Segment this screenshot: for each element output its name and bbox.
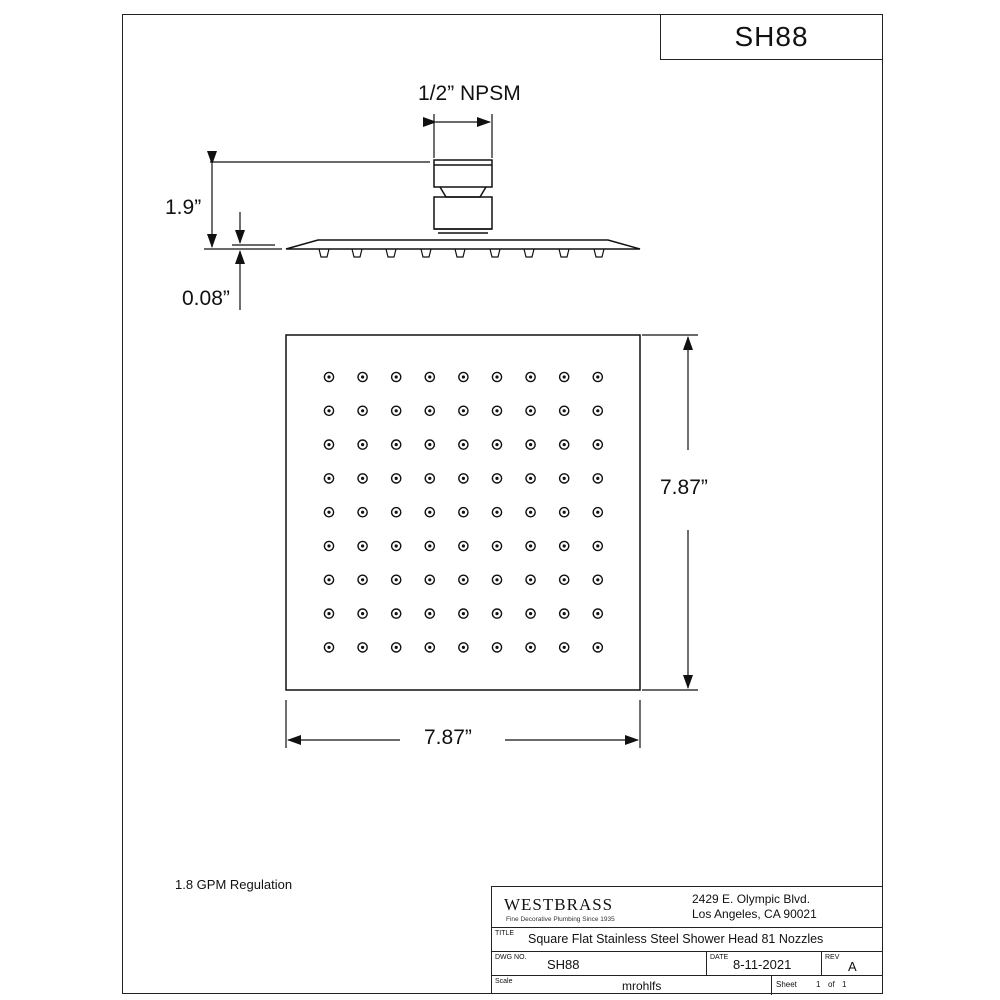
nozzle-hole (596, 511, 599, 514)
vertical-side-dimension (642, 335, 698, 690)
nozzle-hole (361, 646, 364, 649)
nozzle-hole (596, 477, 599, 480)
nozzle-hole (563, 612, 566, 615)
rev-label: REV (825, 954, 840, 961)
shower-plate-profile (286, 240, 640, 249)
scale-label: Scale (495, 978, 513, 985)
nozzle-hole (428, 612, 431, 615)
company-logo: WESTBRASS (504, 895, 614, 914)
nozzle-hole (327, 646, 330, 649)
nozzle-hole (563, 443, 566, 446)
nozzle-hole (495, 612, 498, 615)
nozzle-grid (324, 372, 602, 652)
nozzle-hole (462, 612, 465, 615)
nozzle-hole (395, 578, 398, 581)
dwg-row (492, 952, 883, 976)
nozzle-hole (596, 646, 599, 649)
date-label: DATE (710, 954, 729, 961)
nozzle-hole (395, 612, 398, 615)
height-label: 1.9” (165, 196, 202, 219)
pipe-connector (434, 160, 492, 187)
nozzle-hole (462, 544, 465, 547)
nozzle-hole (495, 409, 498, 412)
nozzle-hole (563, 409, 566, 412)
address-line-1: 2429 E. Olympic Blvd. (692, 892, 811, 906)
nozzle-hole (495, 375, 498, 378)
nozzle-hole (596, 612, 599, 615)
nozzle-hole (495, 511, 498, 514)
nozzle-hole (327, 544, 330, 547)
nozzle-hole (361, 612, 364, 615)
nozzle-hole (428, 375, 431, 378)
nozzle-hole (462, 477, 465, 480)
nozzle-hole (361, 409, 364, 412)
nozzle-hole (529, 544, 532, 547)
of-label: of (828, 980, 835, 989)
scale-cell (492, 976, 772, 995)
nozzle-hole (462, 443, 465, 446)
sheet-number: 1 (816, 980, 821, 989)
connector-neck (440, 187, 486, 197)
nozzle-hole (495, 443, 498, 446)
nozzle-hole (596, 409, 599, 412)
sheet-cell (772, 976, 884, 995)
nozzle-hole (327, 409, 330, 412)
nozzle-hole (563, 375, 566, 378)
nozzle-hole (327, 477, 330, 480)
nozzle-hole (361, 511, 364, 514)
title-block-header (492, 887, 883, 928)
scale-row (492, 976, 883, 995)
nozzle-hole (327, 612, 330, 615)
height-dimension (204, 162, 430, 249)
nozzle-hole (327, 443, 330, 446)
nozzle-hole (529, 375, 532, 378)
nozzle-hole (428, 511, 431, 514)
title-row (492, 928, 883, 952)
nozzle-hole (529, 511, 532, 514)
side-view (286, 160, 640, 257)
nozzle-hole (529, 612, 532, 615)
nozzle-hole (395, 375, 398, 378)
nozzle-hole (361, 578, 364, 581)
nozzle-hole (596, 375, 599, 378)
npsm-dimension (434, 114, 492, 158)
nozzle-hole (327, 511, 330, 514)
nozzle-hole (563, 646, 566, 649)
drawing-date: 8-11-2021 (733, 957, 792, 972)
nozzle-hole (462, 646, 465, 649)
drawing-title: Square Flat Stainless Steel Shower Head 81 Nozzles (528, 932, 824, 946)
nozzle-hole (428, 646, 431, 649)
date-cell (707, 952, 822, 975)
nozzle-hole (495, 544, 498, 547)
nozzle-hole (428, 544, 431, 547)
nozzle-hole (529, 443, 532, 446)
title-block (491, 886, 883, 994)
nozzle-hole (462, 409, 465, 412)
nozzle-hole (563, 544, 566, 547)
nozzle-hole (529, 578, 532, 581)
address-line-2: Los Angeles, CA 90021 (692, 907, 817, 921)
nozzle-hole (327, 375, 330, 378)
company-tagline: Fine Decorative Plumbing Since 1935 (506, 916, 615, 923)
nozzle-hole (495, 578, 498, 581)
nozzle-hole (395, 646, 398, 649)
nozzle-hole (395, 544, 398, 547)
vertical-side-label: 7.87” (660, 476, 708, 499)
swivel-ball (434, 197, 492, 229)
nozzle-hole (529, 646, 532, 649)
nozzle-hole (361, 443, 364, 446)
nozzle-hole (361, 544, 364, 547)
nozzle-hole (563, 578, 566, 581)
nozzle-hole (596, 544, 599, 547)
drawn-by: mrohlfs (622, 979, 662, 993)
revision: A (848, 959, 857, 974)
nozzle-hole (529, 409, 532, 412)
nozzle-hole (462, 375, 465, 378)
nozzle-hole (327, 578, 330, 581)
side-nozzles (319, 249, 604, 257)
thickness-label: 0.08” (182, 287, 230, 310)
nozzle-hole (395, 477, 398, 480)
nozzle-hole (462, 511, 465, 514)
nozzle-hole (428, 578, 431, 581)
nozzle-hole (563, 477, 566, 480)
nozzle-hole (495, 477, 498, 480)
nozzle-hole (596, 578, 599, 581)
nozzle-hole (395, 511, 398, 514)
sheet-total: 1 (842, 980, 847, 989)
dwg-number: SH88 (547, 957, 580, 972)
nozzle-hole (395, 409, 398, 412)
title-label: TITLE (495, 930, 515, 937)
nozzle-hole (361, 477, 364, 480)
nozzle-hole (428, 409, 431, 412)
sheet-label: Sheet (776, 980, 797, 989)
part-number: SH88 (734, 21, 809, 52)
nozzle-hole (563, 511, 566, 514)
dwg-label: DWG NO. (495, 954, 527, 961)
nozzle-hole (529, 477, 532, 480)
nozzle-hole (361, 375, 364, 378)
horizontal-side-label: 7.87” (424, 726, 472, 749)
dwg-cell (492, 952, 707, 975)
rev-cell (822, 952, 884, 975)
nozzle-hole (596, 443, 599, 446)
nozzle-hole (495, 646, 498, 649)
nozzle-hole (395, 443, 398, 446)
thickness-dimension (232, 212, 275, 310)
nozzle-hole (428, 477, 431, 480)
nozzle-hole (428, 443, 431, 446)
flow-rate-note: 1.8 GPM Regulation (175, 877, 293, 892)
nozzle-hole (462, 578, 465, 581)
npsm-label: 1/2” NPSM (418, 82, 521, 105)
